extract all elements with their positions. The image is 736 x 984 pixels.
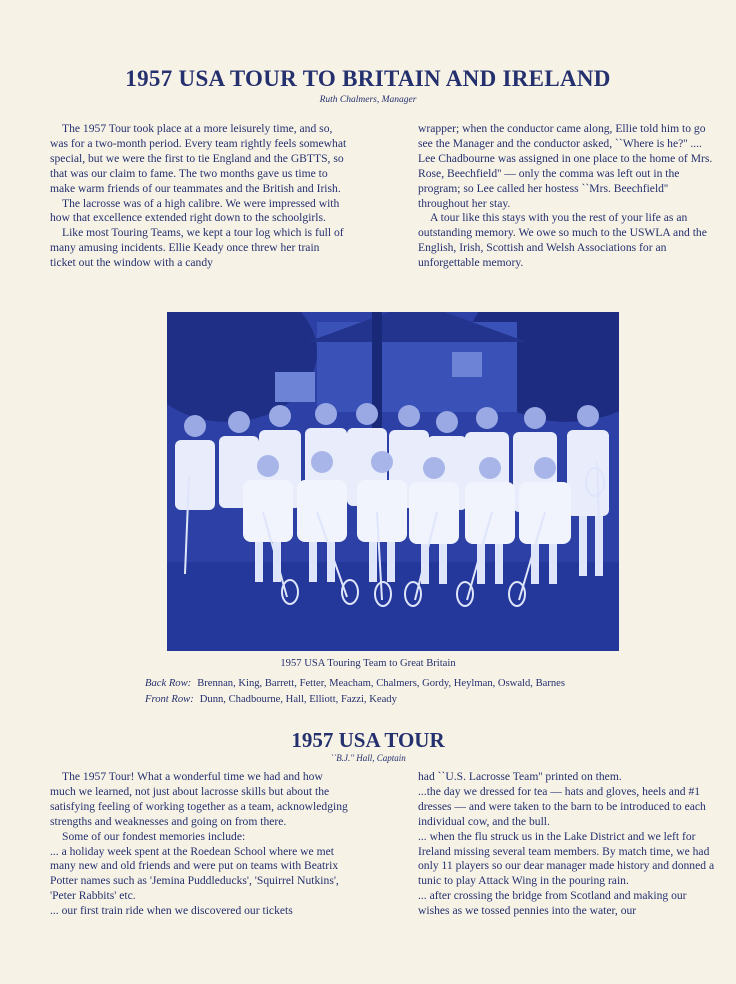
article-body [50,770,716,919]
paragraph: The lacrosse was of a high calibre. We were impressed with how that excellence extended right down to the schoolgirls. [50,196,340,225]
paragraph: ... our first train ride when we discovered our tickets [50,904,293,918]
back-row-label: Back Row: [145,678,192,689]
paragraph: The 1957 Tour took place at a more leisurely time, and so, was for a two-month period. Every team rightly feels somewhat special, but we were the first to tie England and the GBTTS, so that was our claim to fame. The two months gave us time to make warm friends of our teammates and the British and Irish. [50,122,347,195]
article-byline: ``B.J.'' Hall, Captain [330,753,406,763]
paragraph: wrapper; when the conductor came along, Ellie told him to go see the Manager and the conductor asked, ``Where is he?'' .... Lee Chadbourne was assigned in one place to the home of Mrs. Rose, Beechfield'' — only the comma was left out in the program; so Lee called her hostess ``Mrs. Beechfield'' throughout her stay. [418,122,713,210]
article-column-right [418,770,716,919]
paragraph: Like most Touring Teams, we kept a tour log which is full of many amusing incidents. Ellie Keady once threw her train ticket out the window with a candy [50,226,344,270]
photo-caption: 1957 USA Touring Team to Great Britain [280,658,456,669]
team-photo-illustration [167,312,619,651]
paragraph: ...the day we dressed for tea — hats and gloves, heels and #1 dresses — and were taken to the barn to be introduced to each individual cow, and the bull. [418,784,706,828]
paragraph: The 1957 Tour! What a wonderful time we had and how much we learned, not just about lacrosse skills but about the satisfying feeling of working together as a team, acknowledging strengths and weaknesses and going on from there. [50,770,348,828]
team-photo [167,312,619,651]
paragraph: Some of our fondest memories include: [62,829,246,843]
paragraph: had ``U.S. Lacrosse Team'' printed on them. [418,770,622,783]
article-column-left [50,770,348,919]
front-row-names: Dunn, Chadbourne, Hall, Elliott, Fazzi, Keady [199,694,397,705]
paragraph: A tour like this stays with you the rest of your life as an outstanding memory. We owe so much to the USWLA and the English, Irish, Scottish and Welsh Associations for an unforgettable memory. [418,211,707,270]
article-column-left [50,122,348,271]
back-row-credits [145,678,565,689]
article-byline: Ruth Chalmers, Manager [319,95,417,105]
article-title: 1957 USA TOUR TO BRITAIN AND IRELAND [125,66,611,91]
paragraph: ... when the flu struck us in the Lake District and we left for Ireland missing several team members. By match time, we had only 11 players so our dear manager made history and donned a tunic to play Attack Wing in the pouring rain. [418,829,715,888]
article-column-right [418,122,716,271]
back-row-names: Brennan, King, Barrett, Fetter, Meacham, Chalmers, Gordy, Heylman, Oswald, Barnes [197,678,565,689]
article-title: 1957 USA TOUR [291,728,445,752]
paragraph: ... a holiday week spent at the Roedean School where we met many new and old friends and were put on teams with Beatrix Potter names such as 'Jemina Puddleducks', 'Squirrel Nutkins', 'Peter Rabbits' etc. [50,844,339,903]
paragraph: ... after crossing the bridge from Scotland and making our wishes as we tossed pennies into the water, our [418,889,687,918]
article-body [50,122,716,271]
front-row-credits [145,694,397,705]
front-row-label: Front Row: [145,694,194,705]
